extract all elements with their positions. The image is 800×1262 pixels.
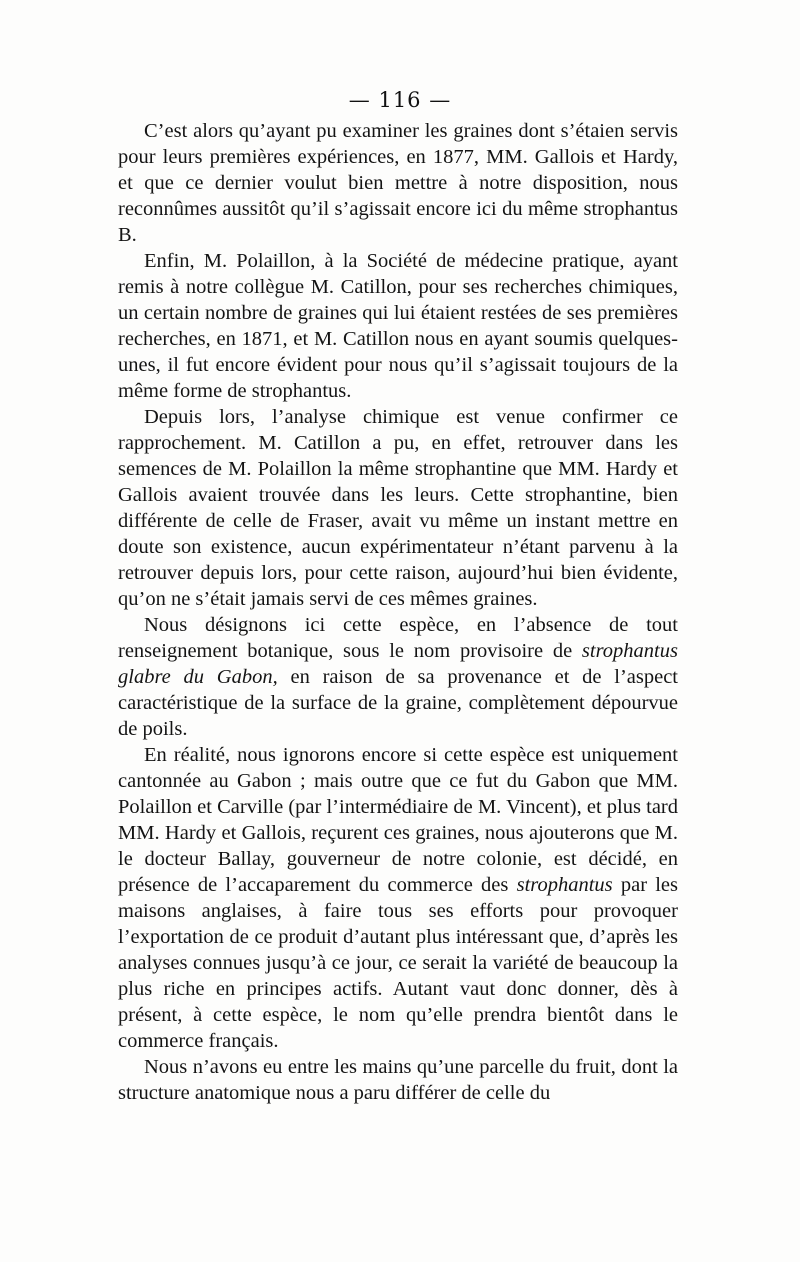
text-run: Depuis lors, l’analyse chimique est venue confirmer ce rapprochement. M. Catillon a pu, en effet, retrouver dans les semences de M. Polaillon la même strophantine que MM. Hardy et Gallois avaient trouvée dans les leurs. Cette strophantine, bien différente de celle de Fraser, avait vu même un instant mettre en doute son existence, aucun expérimentateur n’étant parvenu à la retrouver depuis lors, pour cette raison, aujourd’hui bien évidente, qu’on ne s’était jamais servi de ces mêmes graines. bbox=[118, 406, 678, 610]
paragraph bbox=[118, 612, 678, 742]
page-number: — 116 — bbox=[348, 88, 452, 112]
paragraph bbox=[118, 1054, 678, 1106]
paragraph bbox=[118, 742, 678, 1054]
paragraph bbox=[118, 118, 678, 248]
italic-text: strophantus glabre du Gabon, bbox=[118, 640, 678, 688]
italic-text: strophantus bbox=[516, 874, 613, 896]
text-run: en raison de sa provenance et de l’aspect caractéristique de la surface de la graine, complètement dépourvue de poils. bbox=[118, 666, 678, 740]
paragraph bbox=[118, 404, 678, 612]
text-run: Nous n’avons eu entre les mains qu’une parcelle du fruit, dont la structure anatomique nous a paru différer de celle du bbox=[118, 1056, 678, 1104]
text-run: C’est alors qu’ayant pu examiner les graines dont s’étaien servis pour leurs premières expériences, en 1877, MM. Gallois et Hardy, et que ce dernier voulut bien mettre à notre disposition, nous reconnûmes aussitôt qu’il s’agissait encore ici du même strophantus B. bbox=[118, 120, 678, 246]
text-run: Enfin, M. Polaillon, à la Société de médecine pratique, ayant remis à notre collègue M. Catillon, pour ses recherches chimiques, un certain nombre de graines qui lui étaient restées de ses premières recherches, en 1871, et M. Catillon nous en ayant soumis quelques-unes, il fut encore évident pour nous qu’il s’agissait toujours de la même forme de strophantus. bbox=[118, 250, 678, 402]
text-run: En réalité, nous ignorons encore si cette espèce est uniquement cantonnée au Gabon ; mais outre que ce fut du Gabon que MM. Polaillon et Carville (par l’intermédiaire de M. Vincent), et plus tard MM. Hardy et Gallois, reçurent ces graines, nous ajouterons que M. le docteur Ballay, gouverneur de notre colonie, est décidé, en présence de l’accaparement du commerce des bbox=[118, 744, 678, 896]
body-text bbox=[118, 118, 678, 1106]
text-run: par les maisons anglaises, à faire tous ses efforts pour provoquer l’exportation de ce produit d’autant plus intéressant que, d’après les analyses connues jusqu’à ce jour, ce serait la variété de beaucoup la plus riche en principes actifs. Autant vaut donc donner, dès à présent, à cette espèce, le nom qu’elle prendra bientôt dans le commerce français. bbox=[118, 874, 679, 1052]
text-run: Nous désignons ici cette espèce, en l’absence de tout renseignement botanique, sous le nom provisoire de bbox=[118, 614, 678, 662]
paragraph bbox=[118, 248, 678, 404]
